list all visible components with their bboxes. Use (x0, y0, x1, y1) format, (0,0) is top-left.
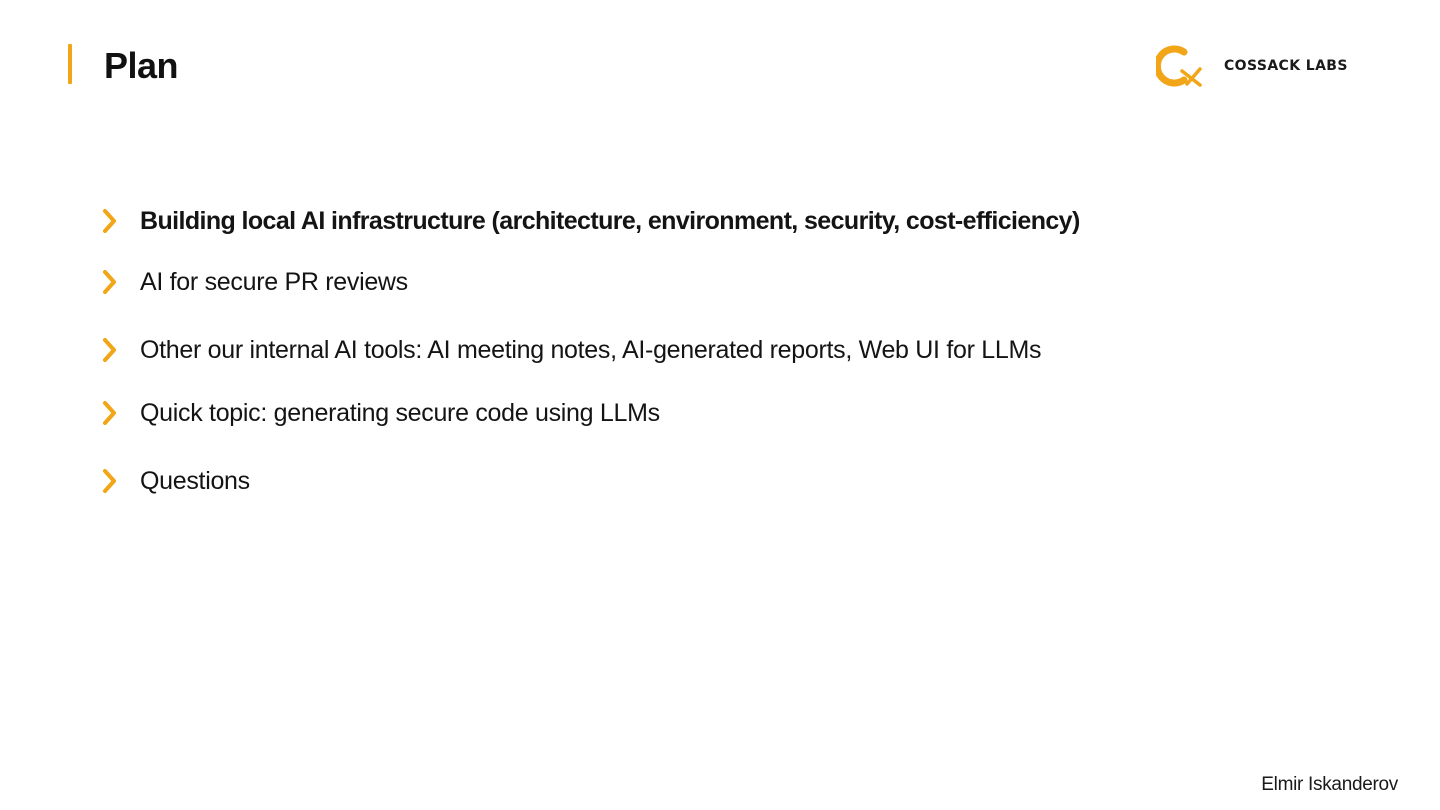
agenda-item (100, 335, 1041, 365)
agenda-item (100, 206, 1080, 236)
agenda-item (100, 267, 408, 297)
chevron-right-icon (100, 206, 120, 236)
agenda-item-text: Questions (140, 467, 250, 495)
agenda-item (100, 466, 250, 496)
chevron-right-icon (100, 466, 120, 496)
chevron-right-icon (100, 267, 120, 297)
agenda-item-text: Quick topic: generating secure code using LLMs (140, 399, 660, 427)
agenda-item-text: Other our internal AI tools: AI meeting notes, AI-generated reports, Web UI for LLMs (140, 336, 1042, 364)
company-logo (1156, 44, 1348, 88)
slide-title: Plan (104, 45, 179, 86)
chevron-right-icon (100, 398, 120, 428)
chevron-right-icon (100, 335, 120, 365)
agenda-item (100, 398, 660, 428)
cossack-labs-logo-icon (1156, 44, 1206, 88)
logo-wordmark: COSSACK LABS (1224, 58, 1348, 74)
title-accent-bar (68, 44, 72, 84)
agenda-item-text: Building local AI infrastructure (architecture, environment, security, cost-efficiency) (140, 207, 1080, 235)
agenda-item-text: AI for secure PR reviews (140, 268, 408, 296)
presenter-name: Elmir Iskanderov (1261, 774, 1398, 795)
